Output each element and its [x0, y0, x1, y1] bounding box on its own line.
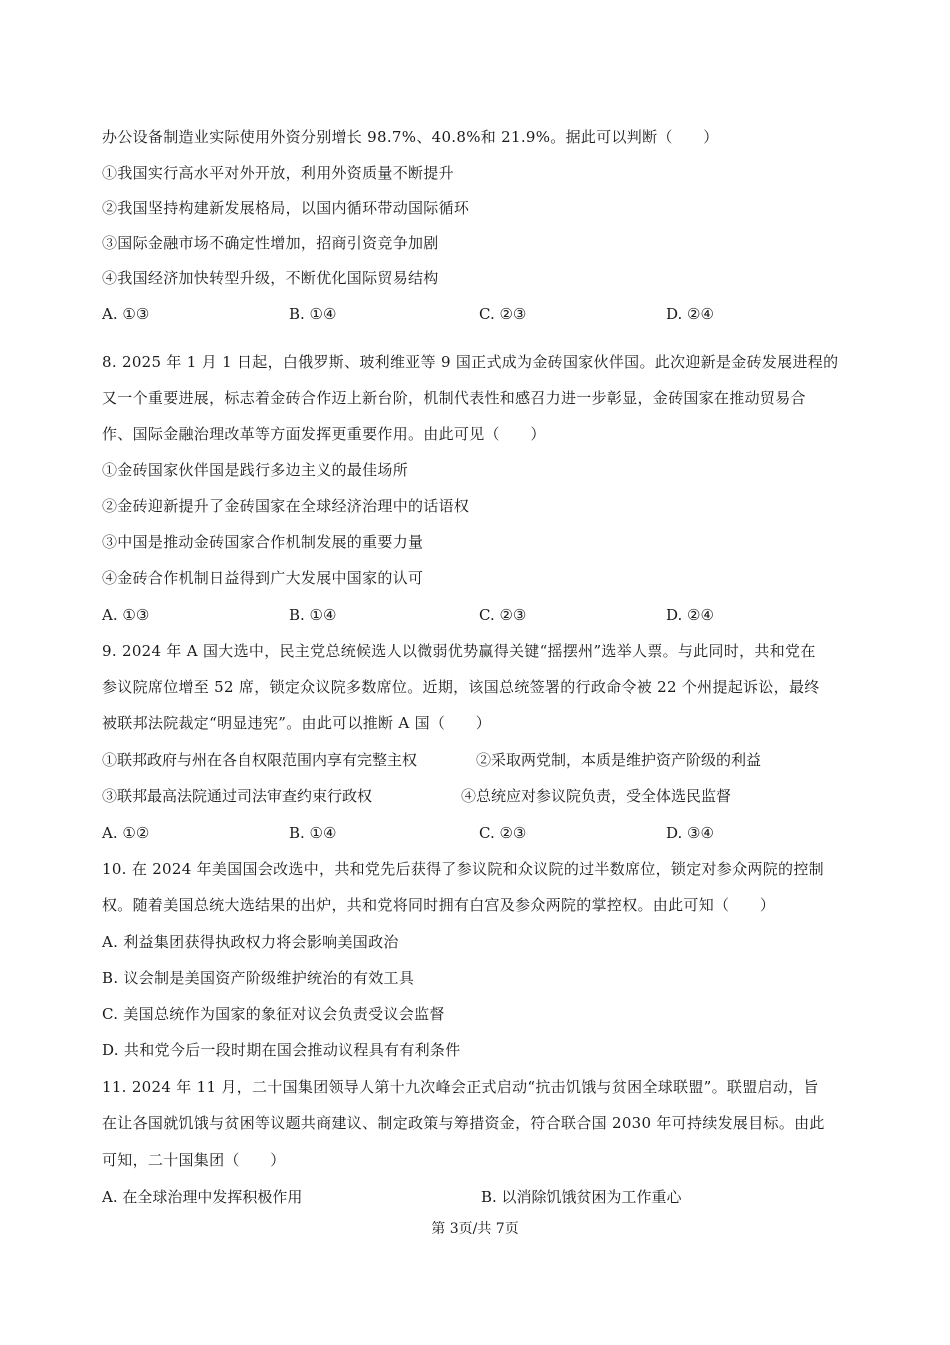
q9-statement-4: ④总统应对参议院负责，受全体选民监督 — [461, 787, 732, 805]
q9-option-c: C. ②③ — [479, 824, 527, 842]
q9-stem-line-2: 参议院席位增至 52 席，锁定众议院多数席位。近期，该国总统签署的行政命令被 22 个州提起诉讼，最终 — [102, 678, 820, 696]
q9-option-a: A. ①② — [102, 824, 150, 842]
q9-stem-line-1: 9. 2024 年 A 国大选中，民主党总统候选人以微弱优势赢得关键“摇摆州”选举人票。与此同时，共和党在 — [102, 642, 816, 660]
q10-option-b: B. 议会制是美国资产阶级维护统治的有效工具 — [102, 969, 415, 987]
q8-option-a: A. ①③ — [102, 606, 150, 624]
q8-statement-1: ①金砖国家伙伴国是践行多边主义的最佳场所 — [102, 461, 409, 479]
q11-option-a: A. 在全球治理中发挥积极作用 — [102, 1188, 303, 1206]
q10-option-d: D. 共和党今后一段时期在国会推动议程具有有利条件 — [102, 1041, 461, 1059]
q10-option-a: A. 利益集团获得执政权力将会影响美国政治 — [102, 933, 399, 951]
page-footer: 第 3页/共 7页 — [431, 1221, 519, 1237]
q7-statement-1: ①我国实行高水平对外开放，利用外资质量不断提升 — [102, 164, 454, 182]
q8-option-d: D. ②④ — [666, 606, 714, 624]
q8-statement-4: ④金砖合作机制日益得到广大发展中国家的认可 — [102, 569, 424, 587]
q9-statement-1: ①联邦政府与州在各自权限范围内享有完整主权 — [102, 751, 418, 769]
q9-option-d: D. ③④ — [666, 824, 714, 842]
q8-stem-line-2: 又一个重要进展，标志着金砖合作迈上新台阶，机制代表性和感召力进一步彰显，金砖国家在推动贸易合 — [102, 389, 806, 407]
q11-stem-line-3: 可知，二十国集团（ ） — [102, 1151, 286, 1169]
q7-option-b: B. ①④ — [289, 305, 337, 323]
q8-option-b: B. ①④ — [289, 606, 337, 624]
q7-statement-4: ④我国经济加快转型升级，不断优化国际贸易结构 — [102, 269, 439, 287]
q8-stem-line-3: 作、国际金融治理改革等方面发挥更重要作用。由此可见（ ） — [102, 425, 546, 443]
q10-option-c: C. 美国总统作为国家的象征对议会负责受议会监督 — [102, 1005, 445, 1023]
q7-statement-2: ②我国坚持构建新发展格局，以国内循环带动国际循环 — [102, 199, 470, 217]
q10-stem-line-1: 10. 在 2024 年美国国会改选中，共和党先后获得了参议院和众议院的过半数席位，锁定对参众两院的控制 — [102, 860, 824, 878]
q10-stem-line-2: 权。随着美国总统大选结果的出炉，共和党将同时拥有白宫及参众两院的掌控权。由此可知（ ） — [102, 896, 776, 914]
q9-option-b: B. ①④ — [289, 824, 337, 842]
q9-stem-line-3: 被联邦法院裁定“明显违宪”。由此可以推断 A 国（ ） — [102, 714, 492, 732]
q7-option-d: D. ②④ — [666, 305, 714, 323]
q9-statement-3: ③联邦最高法院通过司法审查约束行政权 — [102, 787, 373, 805]
q8-statement-3: ③中国是推动金砖国家合作机制发展的重要力量 — [102, 533, 424, 551]
q11-stem-line-1: 11. 2024 年 11 月，二十国集团领导人第十九次峰会正式启动“抗击饥饿与贫困全球联盟”。联盟启动，旨 — [102, 1078, 819, 1096]
q9-statement-2: ②采取两党制，本质是维护资产阶级的利益 — [476, 751, 762, 769]
q7-statement-3: ③国际金融市场不确定性增加，招商引资竞争加剧 — [102, 234, 439, 252]
q8-stem-line-1: 8. 2025 年 1 月 1 日起，白俄罗斯、玻利维亚等 9 国正式成为金砖国家伙伴国。此次迎新是金砖发展进程的 — [102, 353, 839, 371]
q7-stem-tail: 办公设备制造业实际使用外资分别增长 98.7%、40.8%和 21.9%。据此可以判断（ ） — [102, 128, 719, 146]
q7-option-a: A. ①③ — [102, 305, 150, 323]
q11-stem-line-2: 在让各国就饥饿与贫困等议题共商建议、制定政策与筹措资金，符合联合国 2030 年可持续发展目标。由此 — [102, 1114, 825, 1132]
q7-option-c: C. ②③ — [479, 305, 527, 323]
q8-option-c: C. ②③ — [479, 606, 527, 624]
q11-option-b: B. 以消除饥饿贫困为工作重心 — [481, 1188, 682, 1206]
q8-statement-2: ②金砖迎新提升了金砖国家在全球经济治理中的话语权 — [102, 497, 470, 515]
